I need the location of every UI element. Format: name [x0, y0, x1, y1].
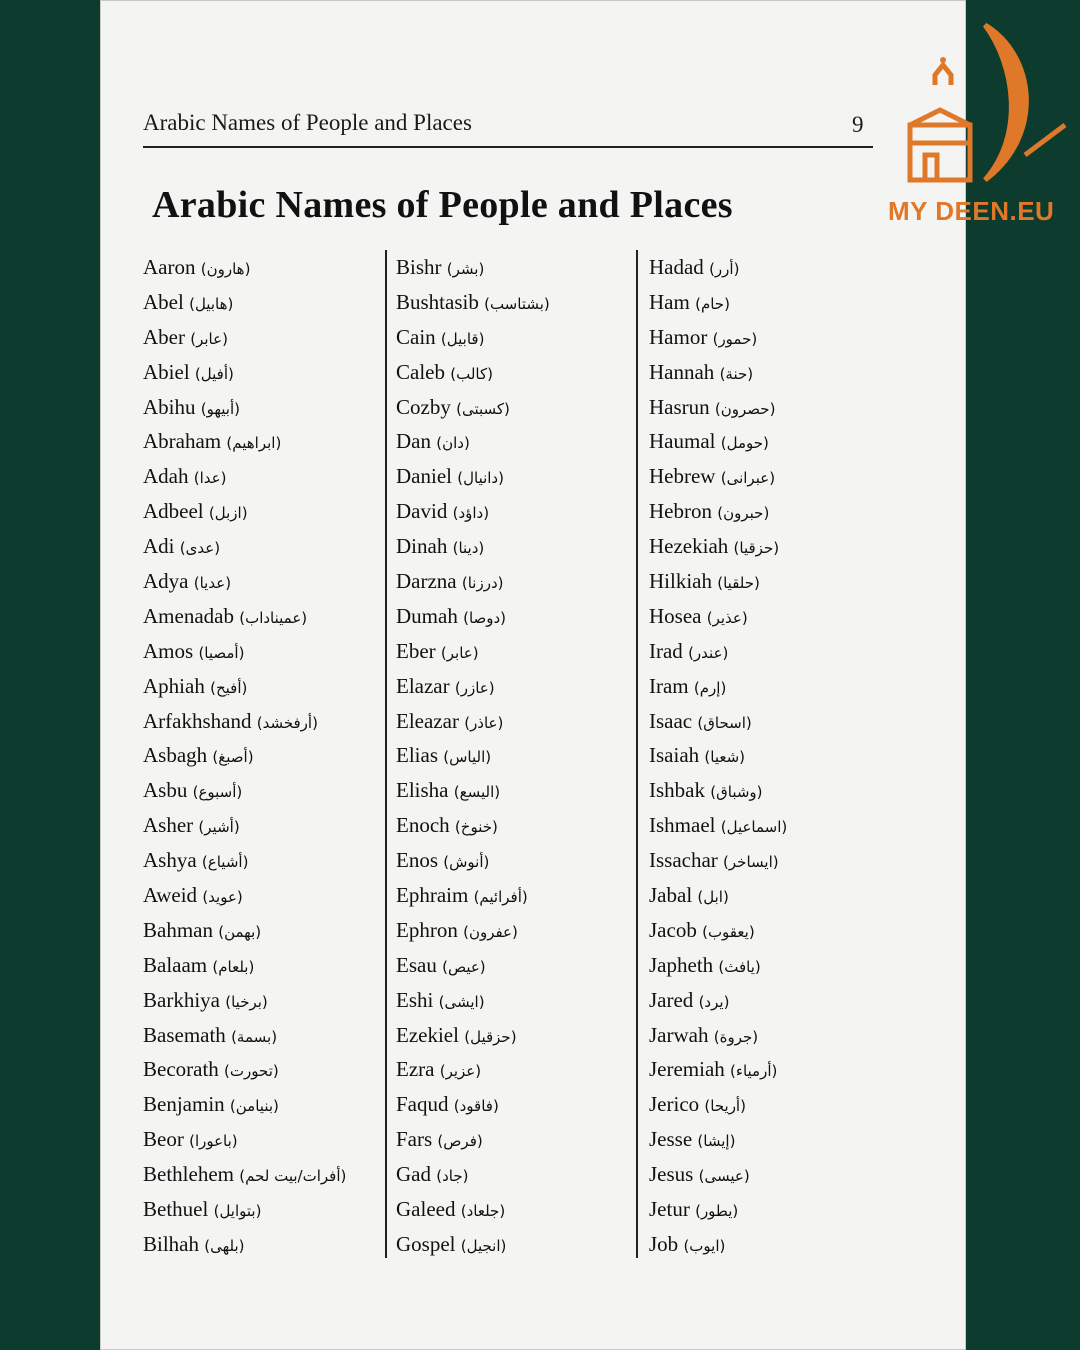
arabic-name: (ايوب): [683, 1236, 726, 1255]
name-entry: [649, 390, 889, 425]
arabic-name: (انجيل): [460, 1236, 507, 1255]
english-name: Bishr: [396, 255, 442, 279]
english-name: Issachar: [649, 848, 718, 873]
english-name: Asher: [143, 813, 194, 838]
english-name: Adah: [143, 464, 189, 489]
english-name: Elias: [396, 743, 438, 768]
name-entry: [649, 1192, 889, 1227]
arabic-name: (برخيا): [225, 992, 268, 1011]
english-name: Iram: [649, 673, 689, 698]
english-name: Gospel: [396, 1231, 456, 1256]
name-entry: [649, 913, 889, 948]
english-name: Aweid: [143, 883, 198, 908]
names-column-2: [396, 250, 636, 1262]
arabic-name: (جاد): [436, 1167, 469, 1186]
arabic-name: (كالب): [450, 364, 493, 383]
name-entry: [649, 738, 889, 773]
english-name: Hadad: [649, 255, 704, 279]
english-name: Jacob: [649, 917, 697, 942]
arabic-name: (عيص): [442, 957, 486, 976]
arabic-name: (ايساخر): [723, 853, 779, 872]
page-number: 9: [852, 112, 864, 137]
name-entry: [143, 1227, 383, 1262]
english-name: Barkhiya: [143, 987, 220, 1012]
name-entry: [396, 599, 636, 634]
arabic-name: (بلهى): [204, 1236, 245, 1255]
name-entry: [649, 250, 889, 285]
name-entry: [143, 424, 383, 459]
page-title: Arabic Names of People and Places: [152, 184, 733, 226]
arabic-name: (عدى): [179, 539, 221, 558]
english-name: Hosea: [649, 603, 702, 628]
english-name: Daniel: [396, 464, 452, 489]
arabic-name: (بتوايل): [213, 1202, 262, 1221]
name-entry: [649, 1052, 889, 1087]
english-name: Gad: [396, 1162, 431, 1187]
english-name: Basemath: [143, 1022, 226, 1047]
arabic-name: (عاذر): [464, 713, 504, 732]
name-entry: [649, 564, 889, 599]
english-name: Bahman: [143, 917, 213, 942]
name-entry: [649, 1087, 889, 1122]
name-entry: [396, 285, 636, 320]
name-entry: [143, 1157, 383, 1192]
name-entry: [649, 948, 889, 983]
arabic-name: (أصبغ): [212, 748, 254, 767]
arabic-name: (أفرائيم): [473, 888, 528, 907]
name-entry: [143, 250, 383, 285]
name-entry: [649, 983, 889, 1018]
name-entry: [396, 564, 636, 599]
english-name: Eshi: [396, 987, 434, 1012]
running-head: Arabic Names of People and Places: [143, 110, 472, 135]
name-entry: [396, 843, 636, 878]
english-name: Aber: [143, 324, 185, 349]
english-name: Eber: [396, 638, 436, 663]
name-entry: [143, 983, 383, 1018]
arabic-name: (أبيهو): [200, 399, 241, 418]
name-entry: [396, 913, 636, 948]
name-entry: [396, 390, 636, 425]
english-name: Eleazar: [396, 708, 459, 733]
english-name: Jerico: [649, 1092, 700, 1117]
arabic-name: (أرمياء): [730, 1062, 778, 1081]
english-name: Jetur: [649, 1197, 690, 1222]
english-name: Adi: [143, 534, 175, 559]
english-name: Job: [649, 1231, 679, 1256]
name-entry: [143, 913, 383, 948]
english-name: Faqud: [396, 1092, 449, 1117]
arabic-name: (دينا): [452, 539, 485, 558]
arabic-name: (عيسى): [698, 1167, 750, 1186]
arabic-name: (أفرات/بيت لحم): [239, 1167, 347, 1186]
name-entry: [396, 983, 636, 1018]
english-name: Abihu: [143, 394, 196, 419]
arabic-name: (ابل): [697, 888, 729, 907]
name-entry: [396, 704, 636, 739]
name-entry: [143, 390, 383, 425]
name-entry: [143, 669, 383, 704]
arabic-name: (عويد): [202, 888, 243, 907]
name-entry: [396, 250, 636, 285]
arabic-name: (حزقيل): [464, 1027, 517, 1046]
name-entry: [143, 320, 383, 355]
english-name: Hamor: [649, 324, 708, 349]
arabic-name: (اليسع): [453, 783, 501, 802]
english-name: Dinah: [396, 534, 448, 559]
english-name: Elazar: [396, 673, 450, 698]
name-entry: [143, 1122, 383, 1157]
name-entry: [143, 494, 383, 529]
arabic-name: (يرد): [698, 992, 730, 1011]
arabic-name: (يافث): [718, 957, 761, 976]
name-entry: [143, 634, 383, 669]
arabic-name: (عابر): [440, 643, 479, 662]
english-name: Hilkiah: [649, 569, 712, 594]
arabic-name: (عابر): [190, 329, 228, 348]
arabic-name: (إرم): [693, 678, 727, 697]
arabic-name: (عذير): [706, 608, 748, 627]
name-entry: [649, 285, 889, 320]
arabic-name: (باعورا): [189, 1132, 238, 1151]
names-column-1: [143, 250, 383, 1262]
arabic-name: (أفيح): [210, 678, 248, 697]
english-name: Becorath: [143, 1057, 219, 1082]
name-entry: [143, 738, 383, 773]
english-name: Bilhah: [143, 1231, 199, 1256]
arabic-name: (عندر): [688, 643, 729, 662]
name-entry: [396, 320, 636, 355]
names-column-3: [649, 250, 889, 1262]
arabic-name: (حصرون): [714, 399, 776, 418]
arabic-name: (عفرون): [463, 922, 518, 941]
arabic-name: (جروة): [713, 1027, 759, 1046]
english-name: Hebron: [649, 499, 712, 524]
name-entry: [649, 669, 889, 704]
english-name: Enoch: [396, 813, 450, 838]
arabic-name: (أريحا): [704, 1097, 746, 1116]
name-entry: [143, 1192, 383, 1227]
name-entry: [649, 529, 889, 564]
english-name: Beor: [143, 1127, 184, 1152]
english-name: Dan: [396, 429, 431, 454]
arabic-name: (أسبوع): [192, 783, 243, 802]
name-entry: [143, 459, 383, 494]
english-name: Jared: [649, 987, 694, 1012]
arabic-name: (أرر): [709, 260, 740, 278]
name-entry: [649, 1227, 889, 1262]
arabic-name: (عدا): [193, 469, 227, 488]
name-entry: [396, 669, 636, 704]
name-entry: [649, 1157, 889, 1192]
column-divider: [385, 250, 387, 1258]
english-name: Enos: [396, 848, 438, 873]
name-entry: [396, 459, 636, 494]
arabic-name: (هابيل): [189, 294, 234, 313]
arabic-name: (أشياع): [201, 853, 249, 872]
english-name: Jabal: [649, 883, 693, 908]
arabic-name: (الياس): [443, 748, 492, 767]
english-name: Aaron: [143, 255, 196, 279]
arabic-name: (عازر): [454, 678, 495, 697]
name-entry: [143, 948, 383, 983]
arabic-name: (ابراهيم): [226, 434, 282, 453]
arabic-name: (بلعام): [212, 957, 255, 976]
english-name: Haumal: [649, 429, 716, 454]
english-name: Ashya: [143, 848, 197, 873]
name-entry: [143, 843, 383, 878]
name-entry: [649, 773, 889, 808]
name-entry: [143, 1052, 383, 1087]
name-entry: [649, 1018, 889, 1053]
english-name: Benjamin: [143, 1092, 225, 1117]
english-name: David: [396, 499, 448, 524]
name-entry: [143, 1087, 383, 1122]
english-name: Bushtasib: [396, 289, 479, 314]
english-name: Bethlehem: [143, 1162, 234, 1187]
arabic-name: (هارون): [200, 260, 251, 278]
name-entry: [143, 564, 383, 599]
arabic-name: (بشر): [446, 260, 485, 278]
name-entry: [396, 1192, 636, 1227]
name-entry: [143, 773, 383, 808]
name-entry: [396, 1122, 636, 1157]
arabic-name: (يعقوب): [702, 922, 755, 941]
arabic-name: (أنوش): [443, 853, 490, 872]
name-entry: [649, 494, 889, 529]
english-name: Bethuel: [143, 1197, 209, 1222]
name-entry: [143, 704, 383, 739]
name-entry: [396, 773, 636, 808]
arabic-name: (فاقود): [453, 1097, 499, 1116]
name-entry: [649, 808, 889, 843]
english-name: Abraham: [143, 429, 222, 454]
english-name: Ezra: [396, 1057, 435, 1082]
arabic-name: (بهمن): [218, 922, 262, 941]
arabic-name: (اسماعيل): [720, 818, 788, 837]
name-entry: [396, 355, 636, 390]
arabic-name: (حام): [695, 294, 730, 313]
arabic-name: (حزقيا): [733, 539, 780, 558]
english-name: Hannah: [649, 359, 715, 384]
arabic-name: (فرص): [437, 1132, 483, 1151]
english-name: Asbu: [143, 778, 188, 803]
arabic-name: (اسحاق): [697, 713, 752, 732]
arabic-name: (عميناداب): [239, 608, 308, 627]
name-entry: [649, 599, 889, 634]
english-name: Ezekiel: [396, 1022, 459, 1047]
english-name: Jesse: [649, 1127, 693, 1152]
arabic-name: (عديا): [193, 574, 232, 593]
english-name: Ishmael: [649, 813, 716, 838]
english-name: Hebrew: [649, 464, 716, 489]
english-name: Abel: [143, 289, 184, 314]
arabic-name: (أشير): [198, 818, 240, 837]
arabic-name: (داؤد): [452, 504, 490, 523]
english-name: Elisha: [396, 778, 449, 803]
english-name: Isaac: [649, 708, 693, 733]
english-name: Ham: [649, 289, 690, 314]
name-entry: [649, 634, 889, 669]
arabic-name: (حنة): [719, 364, 754, 383]
arabic-name: (ايشى): [438, 992, 485, 1011]
arabic-name: (خنوخ): [454, 818, 498, 837]
name-entry: [396, 1227, 636, 1262]
name-entry: [143, 808, 383, 843]
english-name: Balaam: [143, 952, 208, 977]
arabic-name: (دان): [436, 434, 470, 453]
book-page: [100, 0, 966, 1350]
english-name: Adya: [143, 569, 189, 594]
arabic-name: (بنيامن): [229, 1097, 279, 1116]
english-name: Asbagh: [143, 743, 208, 768]
arabic-name: (حمور): [712, 329, 758, 348]
arabic-name: (ازبل): [208, 504, 248, 523]
arabic-name: (كسبتى): [456, 399, 510, 418]
name-entry: [649, 1122, 889, 1157]
name-entry: [396, 529, 636, 564]
arabic-name: (دانيال): [457, 469, 504, 488]
english-name: Adbeel: [143, 499, 204, 524]
arabic-name: (حومل): [720, 434, 769, 453]
english-name: Cozby: [396, 394, 451, 419]
english-name: Cain: [396, 324, 436, 349]
english-name: Amenadab: [143, 603, 234, 628]
arabic-name: (حبرون): [717, 504, 770, 523]
arabic-name: (جلعاد): [460, 1202, 506, 1221]
english-name: Isaiah: [649, 743, 700, 768]
arabic-name: (إيشا): [697, 1132, 736, 1151]
arabic-name: (أفيل): [194, 364, 234, 383]
name-entry: [396, 1018, 636, 1053]
name-entry: [143, 529, 383, 564]
name-entry: [396, 878, 636, 913]
english-name: Ephron: [396, 917, 458, 942]
english-name: Darzna: [396, 569, 457, 594]
english-name: Ephraim: [396, 883, 469, 908]
logo-text: MY DEEN.EU: [888, 196, 1055, 226]
name-entry: [396, 1157, 636, 1192]
name-entry: [143, 878, 383, 913]
name-entry: [396, 1087, 636, 1122]
name-entry: [143, 285, 383, 320]
english-name: Arfakhshand: [143, 708, 252, 733]
column-divider: [636, 250, 638, 1258]
arabic-name: (يطور): [695, 1202, 739, 1221]
arabic-name: (وشباق): [710, 783, 763, 802]
english-name: Hezekiah: [649, 534, 729, 559]
arabic-name: (تحورت): [224, 1062, 279, 1081]
arabic-name: (حلقيا): [717, 574, 760, 593]
arabic-name: (قابيل): [440, 329, 485, 348]
name-entry: [396, 634, 636, 669]
arabic-name: (بشتاسب): [484, 294, 550, 313]
english-name: Aphiah: [143, 673, 205, 698]
english-name: Dumah: [396, 603, 458, 628]
arabic-name: (أمصيا): [198, 643, 245, 662]
arabic-name: (بسمة): [231, 1027, 278, 1046]
name-entry: [649, 424, 889, 459]
arabic-name: (درزنا): [461, 574, 504, 593]
english-name: Jarwah: [649, 1022, 709, 1047]
arabic-name: (عبرانى): [720, 469, 776, 488]
name-entry: [649, 320, 889, 355]
name-entry: [649, 355, 889, 390]
header-rule: [143, 146, 873, 148]
name-entry: [396, 424, 636, 459]
name-entry: [143, 355, 383, 390]
name-entry: [649, 459, 889, 494]
english-name: Ishbak: [649, 778, 705, 803]
english-name: Jeremiah: [649, 1057, 725, 1082]
english-name: Japheth: [649, 952, 714, 977]
english-name: Esau: [396, 952, 437, 977]
english-name: Hasrun: [649, 394, 710, 419]
arabic-name: (أرفخشد): [256, 713, 318, 732]
english-name: Amos: [143, 638, 194, 663]
name-entry: [396, 1052, 636, 1087]
english-name: Abiel: [143, 359, 190, 384]
name-entry: [396, 494, 636, 529]
name-entry: [143, 1018, 383, 1053]
name-entry: [649, 704, 889, 739]
name-entry: [649, 878, 889, 913]
arabic-name: (عزير): [439, 1062, 482, 1081]
name-entry: [143, 599, 383, 634]
name-entry: [649, 843, 889, 878]
arabic-name: (دوصا): [463, 608, 507, 627]
name-entry: [396, 948, 636, 983]
english-name: Galeed: [396, 1197, 456, 1222]
arabic-name: (شعيا): [704, 748, 746, 767]
english-name: Caleb: [396, 359, 445, 384]
name-entry: [396, 808, 636, 843]
english-name: Jesus: [649, 1162, 694, 1187]
name-entry: [396, 738, 636, 773]
english-name: Fars: [396, 1127, 433, 1152]
english-name: Irad: [649, 638, 683, 663]
